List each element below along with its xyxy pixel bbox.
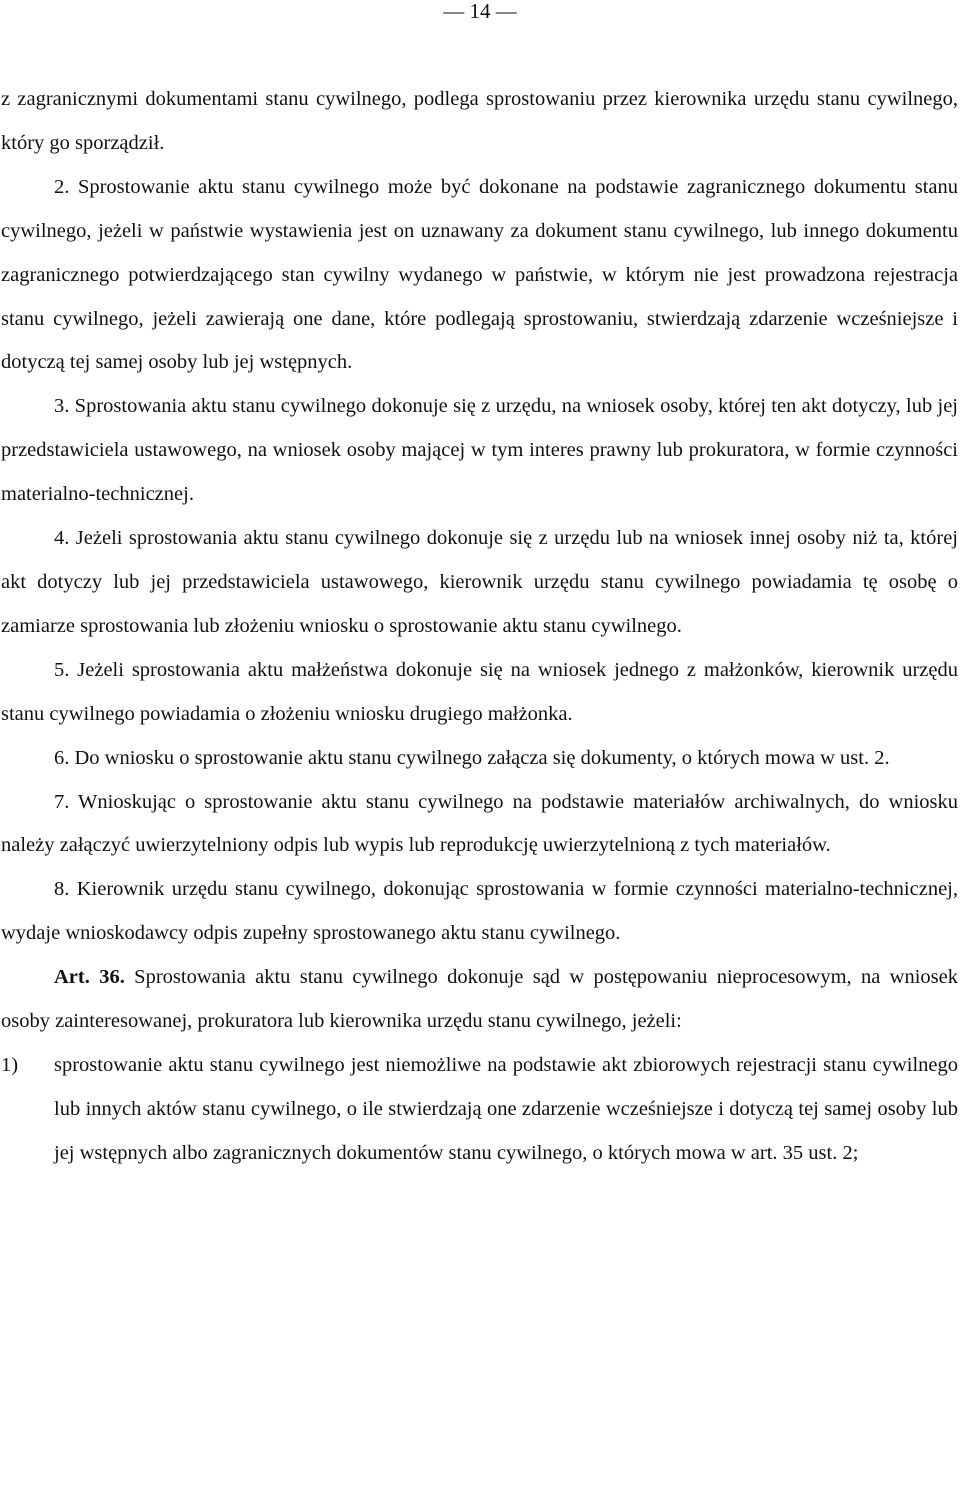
paragraph-ust-6: 6. Do wniosku o sprostowanie aktu stanu cywilnego załącza się dokumenty, o których mowa w ust. 2. xyxy=(54,746,890,769)
list-item-number: 1) xyxy=(1,1053,19,1076)
paragraph-ust-8: 8. Kierownik urzędu stanu cywilnego, dokonując sprostowania w formie czynności materialno-technicznej, wydaje wnioskodawcy odpis zupełny sprostowanego aktu stanu cywilnego. xyxy=(1,878,958,945)
article-36-paragraph xyxy=(1,956,958,1044)
paragraph-ust-5: 5. Jeżeli sprostowania aktu małżeństwa dokonuje się na wniosek jednego z małżonków, kierownik urzędu stanu cywilnego powiadamia o złożeniu wniosku drugiego małżonka. xyxy=(1,658,958,725)
article-text: Sprostowania aktu stanu cywilnego dokonuje sąd w postępowaniu nieprocesowym, na wniosek osoby zainteresowanej, prokuratora lub kierownika urzędu stanu cywilnego, jeżeli: xyxy=(1,966,959,1033)
paragraph-ust-4: 4. Jeżeli sprostowania aktu stanu cywilnego dokonuje się z urzędu lub na wniosek innej osoby niż ta, której akt dotyczy lub jej przedstawiciela ustawowego, kierownik urzędu stanu cywilnego powiadamia tę osobę o zamiarze sprostowania lub złożeniu wniosku o sprostowanie aktu stanu cywilnego. xyxy=(1,527,958,637)
paragraph-ust-3: 3. Sprostowania aktu stanu cywilnego dokonuje się z urzędu, na wniosek osoby, której ten akt dotyczy, lub jej przedstawiciela ustawowego, na wniosek osoby mającej w tym interes prawny lub prokuratora, w formie czynności materialno-technicznej. xyxy=(1,395,958,506)
page-number: — 14 — xyxy=(443,0,517,23)
list-item-text: sprostowanie aktu stanu cywilnego jest niemożliwe na podstawie akt zbiorowych rejestracji stanu cywilnego lub innych aktów stanu cywilnego, o ile stwierdzają one zdarzenie wcześniejsze i dotyczą tej samej osoby lub jej wstępnych albo zagranicznych dokumentów stanu cywilnego, o których mowa w art. 35 ust. 2; xyxy=(54,1053,958,1164)
paragraph-ust-2: 2. Sprostowanie aktu stanu cywilnego może być dokonane na podstawie zagranicznego dokumentu stanu cywilnego, jeżeli w państwie wystawienia jest on uznawany za dokument stanu cywilnego, lub innego dokumentu zagranicznego potwierdzającego stan cywilny wydanego w państwie, w którym nie jest prowadzona rejestracja stanu cywilnego, jeżeli zawierają one dane, które podlegają sprostowaniu, stwierdzają zdarzenie wcześniejsze i dotyczą tej samej osoby lub jej wstępnych. xyxy=(1,175,958,374)
document-body xyxy=(1,78,958,1176)
list-item xyxy=(1,1044,958,1176)
article-label: Art. 36. xyxy=(54,966,125,989)
paragraph-ust-7: 7. Wnioskując o sprostowanie aktu stanu cywilnego na podstawie materiałów archiwalnych, do wniosku należy załączyć uwierzytelniony odpis lub wypis lub reprodukcję uwierzytelnioną z tych materiałów. xyxy=(1,790,958,857)
paragraph-continuation: z zagranicznymi dokumentami stanu cywilnego, podlega sprostowaniu przez kierownika urzędu stanu cywilnego, który go sporządził. xyxy=(1,88,958,154)
